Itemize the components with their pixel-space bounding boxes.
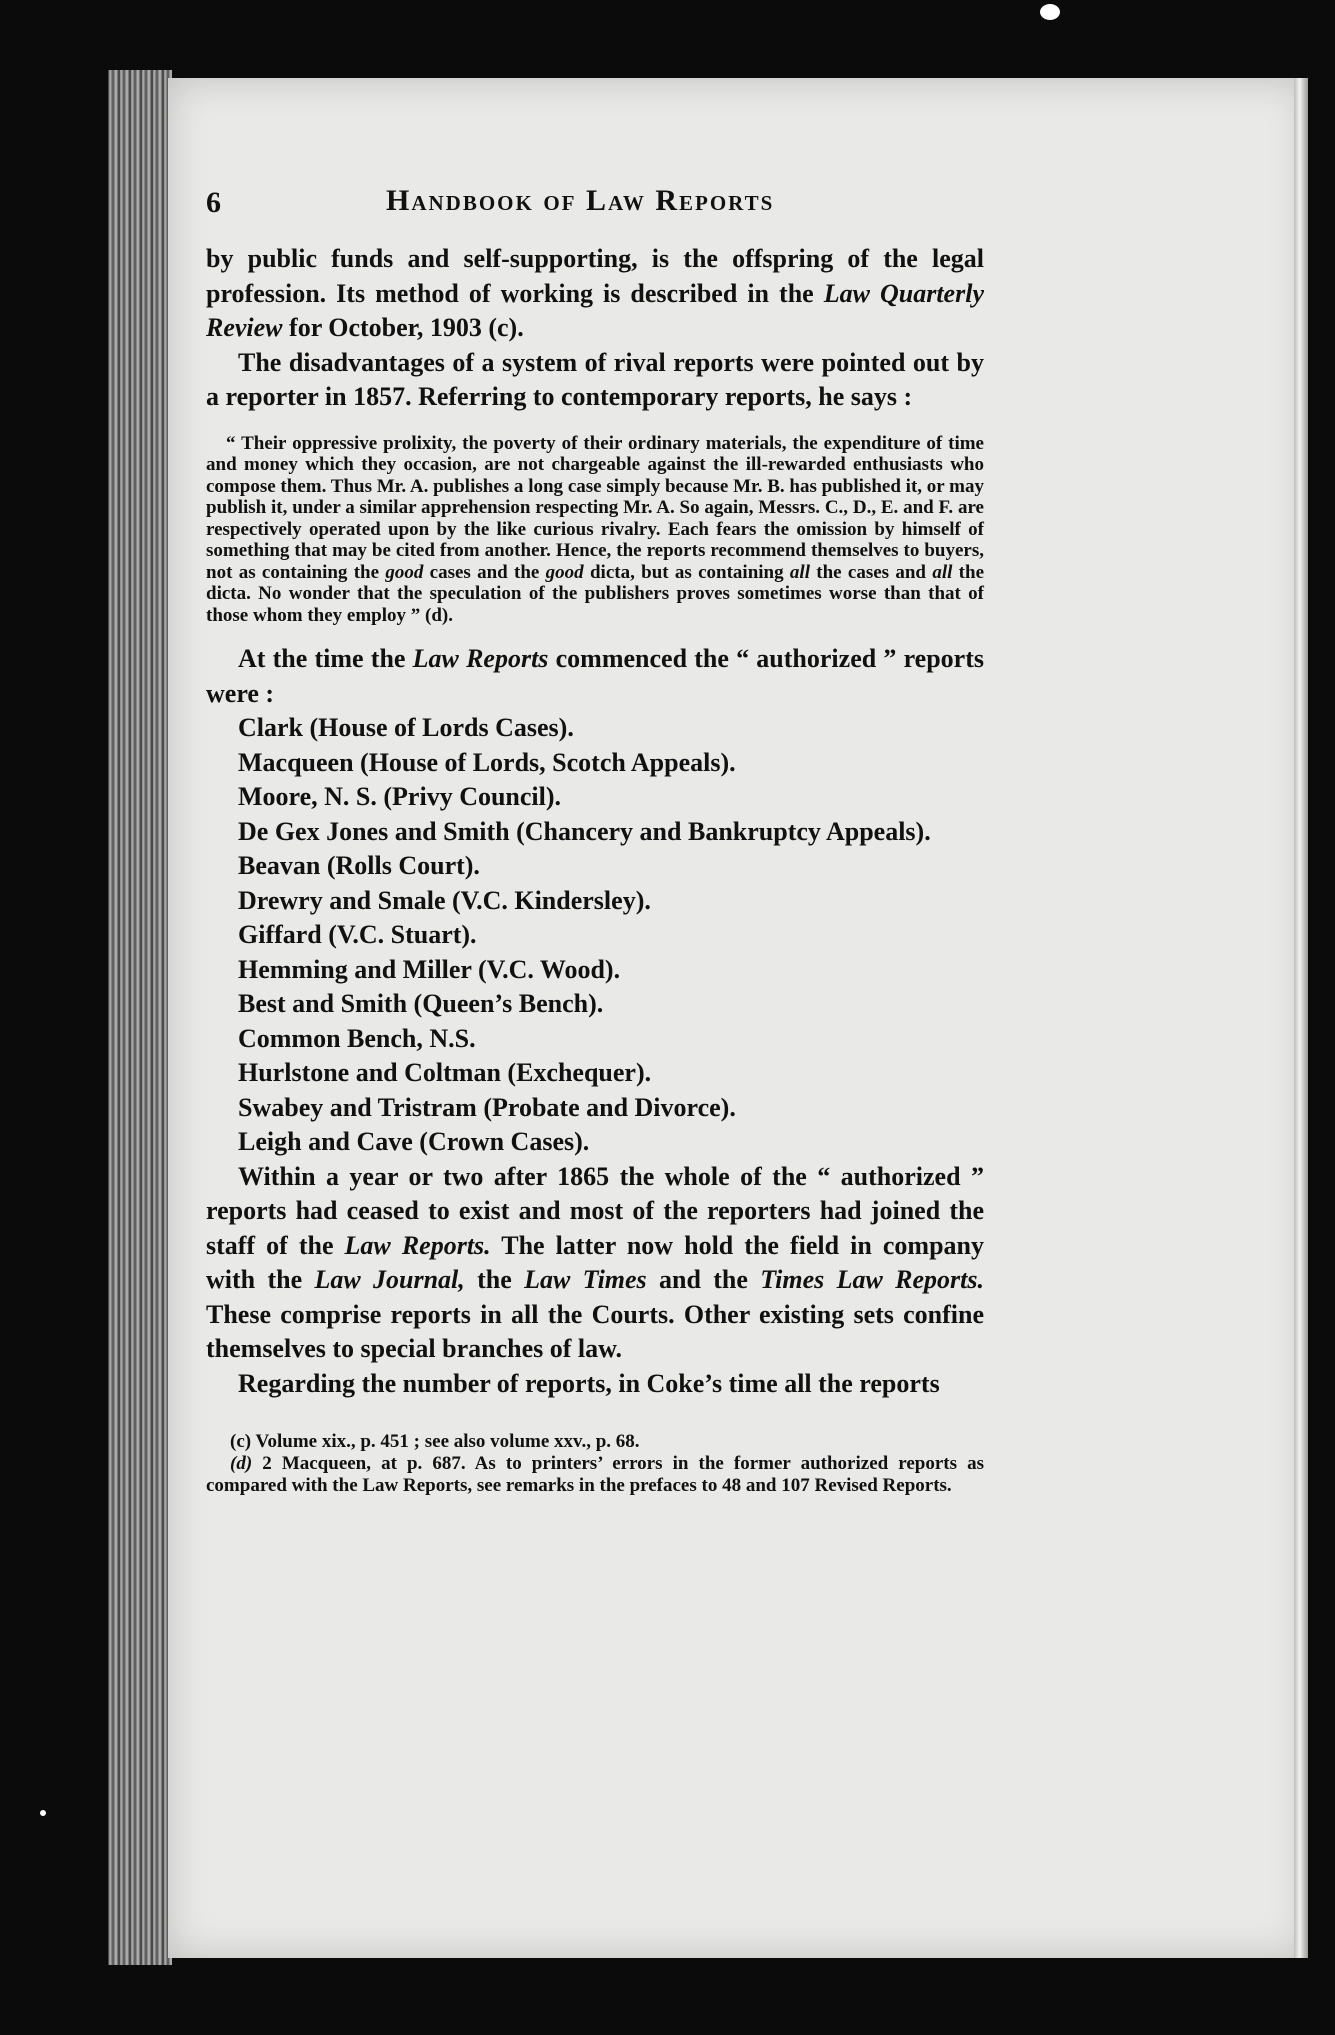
text-span: “ Their oppressive prolixity, the poverty of their ordinary materials, the expenditure of time and money which they occasion, are not chargeable against the ill-rewarded enthusiasts who compose them. Thus Mr. A. publishes a long case simply because Mr. B. has published it, or may publish it, under a similar apprehension respecting Mr. A. So again, Messrs. C., D., E. and F. are respectively operated upon by the like curious rivalry. Each fears the omission by himself of something that may be cited from another. Hence, the reports recommend themselves to buyers, not as containing the bbox=[206, 432, 984, 583]
italic-title: Law Reports bbox=[412, 644, 549, 673]
text-span: the cases and bbox=[809, 561, 933, 583]
italic-title: Law Reports. bbox=[344, 1230, 491, 1260]
italic-title: Law Journal, bbox=[314, 1265, 465, 1294]
italic-title: Law Quarterly Review bbox=[206, 278, 984, 342]
text-span: the bbox=[464, 1265, 525, 1294]
page-number: 6 bbox=[206, 186, 221, 219]
text-span: and the bbox=[646, 1265, 761, 1294]
list-item: Giffard (V.C. Stuart). bbox=[238, 920, 477, 949]
paragraph bbox=[206, 1160, 984, 1367]
footnote-d bbox=[206, 1453, 984, 1497]
paragraph: The disadvantages of a system of rival reports were pointed out by a reporter in 1857. Referring to contemporary reports, he says : bbox=[206, 347, 984, 411]
page-header bbox=[206, 182, 984, 242]
page-content bbox=[206, 182, 984, 1497]
block-quote bbox=[206, 433, 984, 627]
page-edge bbox=[1294, 78, 1308, 1958]
text-span: cases and the bbox=[423, 561, 546, 583]
text-span: These comprise reports in all the Courts. Other existing sets confine themselves to special branches of law. bbox=[206, 1299, 984, 1363]
list-item: Leigh and Cave (Crown Cases). bbox=[238, 1127, 590, 1156]
list-item: Moore, N. S. (Privy Council). bbox=[238, 782, 562, 811]
text-span: Within a year or two after 1865 the whole of the “ authorized ” reports had ceased to exist and most of the reporters had joined the staff of the bbox=[206, 1161, 984, 1260]
list-item: De Gex Jones and Smith (Chancery and Bankruptcy Appeals). bbox=[238, 816, 931, 846]
paragraph bbox=[206, 242, 984, 346]
italic-word: good bbox=[385, 561, 424, 583]
italic-word: good bbox=[545, 561, 584, 583]
footnote-c: (c) Volume xix., p. 451 ; see also volume xxv., p. 68. bbox=[230, 1431, 640, 1452]
text-span: The latter now hold the field in company with the bbox=[206, 1230, 984, 1294]
text-span: for October, 1903 (c). bbox=[282, 313, 524, 342]
list-item: Drewry and Smale (V.C. Kindersley). bbox=[238, 885, 651, 915]
running-title: Handbook of Law Reports bbox=[386, 184, 775, 217]
list-item: Beavan (Rolls Court). bbox=[238, 851, 480, 880]
text-span: the dicta. No wonder that the speculation of the publishers proves sometimes worse than that of those whom they employ ” (d). bbox=[206, 561, 985, 626]
list-item: Hurlstone and Coltman (Exchequer). bbox=[238, 1058, 652, 1087]
footnote-mark: (d) bbox=[230, 1453, 253, 1474]
authorized-reports-list bbox=[206, 711, 984, 1160]
paragraph bbox=[206, 642, 984, 711]
italic-word: all bbox=[789, 561, 810, 583]
footnotes bbox=[206, 1431, 984, 1497]
text-span: At the time the bbox=[238, 644, 413, 673]
text-span: 2 Macqueen, at p. 687. As to printers’ errors in the former authorized reports as compared with the Law Reports, see remarks in the prefaces to 48 and 107 Revised Reports. bbox=[206, 1453, 984, 1496]
italic-title: Times Law Reports. bbox=[760, 1265, 984, 1294]
list-item: Macqueen (House of Lords, Scotch Appeals). bbox=[238, 747, 736, 777]
italic-title: Law Times bbox=[524, 1265, 647, 1294]
list-item: Hemming and Miller (V.C. Wood). bbox=[238, 954, 621, 984]
scan-speck bbox=[40, 1810, 46, 1816]
scan-speck bbox=[1040, 4, 1060, 20]
text-span: dicta, but as containing bbox=[583, 561, 790, 583]
book-binding bbox=[108, 70, 172, 1965]
text-span: commenced the “ authorized ” reports were : bbox=[206, 644, 984, 708]
list-item: Swabey and Tristram (Probate and Divorce). bbox=[238, 1092, 736, 1122]
list-item: Clark (House of Lords Cases). bbox=[238, 713, 574, 742]
paragraph: Regarding the number of reports, in Coke’s time all the reports bbox=[238, 1368, 940, 1398]
italic-word: all bbox=[932, 561, 953, 583]
list-item: Best and Smith (Queen’s Bench). bbox=[238, 989, 604, 1018]
list-item: Common Bench, N.S. bbox=[238, 1023, 476, 1053]
text-span: by public funds and self-supporting, is the offspring of the legal profession. Its method of working is described in the bbox=[206, 244, 984, 308]
